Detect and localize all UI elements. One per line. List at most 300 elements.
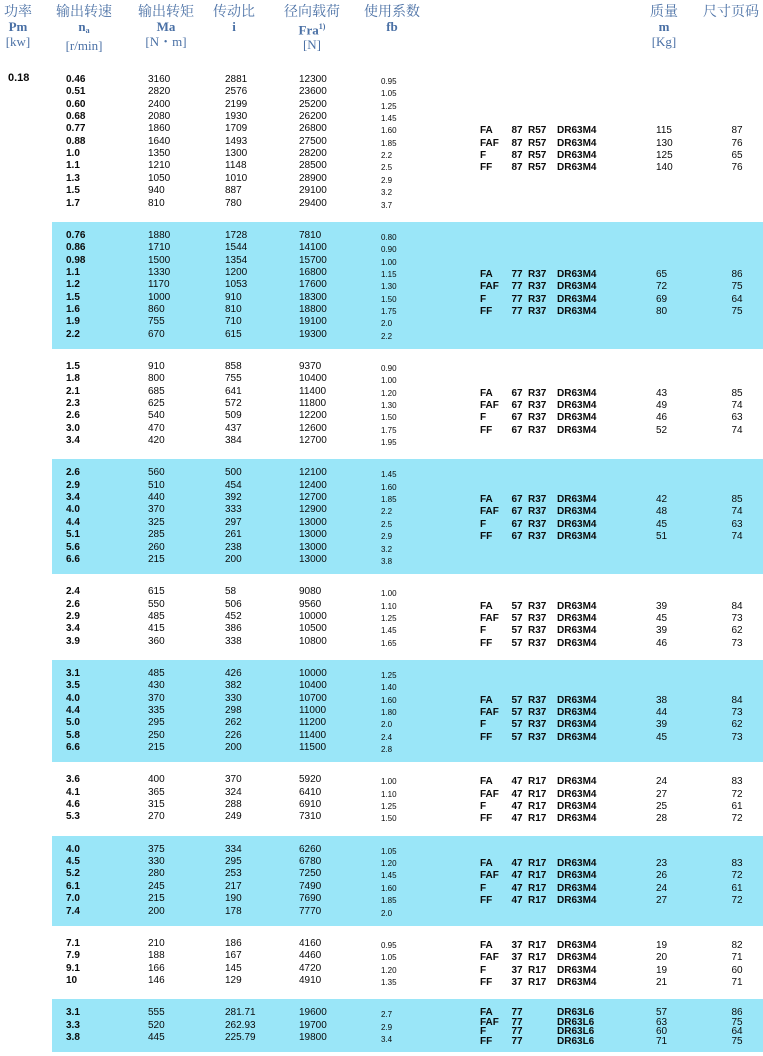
radial-load-cell: 6910 <box>299 799 322 811</box>
type-cell: FAF <box>480 400 499 412</box>
torque-cell: 1500 <box>148 254 171 266</box>
motor-cell: DR63M4 <box>557 424 597 436</box>
type-cell: FA <box>480 125 493 137</box>
size-cell: 67 <box>511 494 523 506</box>
speed-cell: 7.4 <box>66 905 80 917</box>
radial-load-cell: 18800 <box>299 303 327 315</box>
type-cell: FA <box>480 387 493 399</box>
size-cell: 47 <box>511 776 523 788</box>
factor-cell: 2.2 <box>381 507 393 517</box>
radial-load-cell: 13000 <box>299 541 327 553</box>
page-cell: 75 <box>731 1016 743 1028</box>
radial-load-cell: 12200 <box>299 410 327 422</box>
size-cell: 57 <box>511 719 523 731</box>
radial-load-cell: 6410 <box>299 786 322 798</box>
torque-cell: 2820 <box>148 86 171 98</box>
page-cell: 86 <box>731 268 743 280</box>
motor-cell: DR63M4 <box>557 625 597 637</box>
type-cell: FAF <box>480 788 499 800</box>
ratio-cell: 145 <box>225 962 242 974</box>
ratio-cell: 1148 <box>225 160 247 172</box>
torque-cell: 210 <box>148 937 165 949</box>
header-power-unit: [kw] <box>5 34 31 49</box>
header-speed-unit: [r/min] <box>65 38 103 53</box>
type-cell: FF <box>480 895 493 907</box>
radial-load-cell: 19300 <box>299 328 327 340</box>
mass-cell: 43 <box>656 387 668 399</box>
mass-cell: 52 <box>656 424 668 436</box>
speed-cell: 4.4 <box>66 705 80 717</box>
speed-cell: 7.9 <box>66 950 80 962</box>
radial-load-cell: 7250 <box>299 868 322 880</box>
radial-load-cell: 29100 <box>299 185 327 197</box>
factor-cell: 1.25 <box>381 670 397 680</box>
radial-load-cell: 12700 <box>299 492 327 504</box>
motor-cell: DR63M4 <box>557 895 597 907</box>
page-cell: 73 <box>731 637 743 649</box>
speed-cell: 3.4 <box>66 623 80 635</box>
gear-cell: R17 <box>528 882 547 894</box>
factor-cell: 1.20 <box>381 965 397 975</box>
type-cell: FF <box>480 813 493 825</box>
ratio-cell: 58 <box>225 586 237 598</box>
factor-cell: 1.40 <box>381 683 397 693</box>
motor-cell: DR63M4 <box>557 882 597 894</box>
gear-cell: R37 <box>528 268 547 280</box>
radial-load-cell: 6260 <box>299 843 322 855</box>
factor-cell: 1.00 <box>381 777 397 787</box>
speed-cell: 4.0 <box>66 692 80 704</box>
mass-cell: 65 <box>656 268 668 280</box>
speed-cell: 0.76 <box>66 229 86 241</box>
radial-load-cell: 10000 <box>299 667 327 679</box>
radial-load-cell: 12600 <box>299 422 327 434</box>
gear-cell: R37 <box>528 293 547 305</box>
size-cell: 57 <box>511 694 523 706</box>
motor-cell: DR63M4 <box>557 305 597 317</box>
header-speed-symbol-sub: a <box>85 26 90 35</box>
type-cell: FF <box>480 162 493 174</box>
page-cell: 65 <box>731 150 743 162</box>
radial-load-cell: 10400 <box>299 373 327 385</box>
radial-load-cell: 11000 <box>299 705 327 717</box>
torque-cell: 755 <box>148 316 165 328</box>
ratio-cell: 217 <box>225 880 242 892</box>
radial-load-cell: 7310 <box>299 811 322 823</box>
torque-cell: 285 <box>148 529 165 541</box>
speed-cell: 3.5 <box>66 680 80 692</box>
type-cell: FAF <box>480 281 499 293</box>
size-cell: 47 <box>511 895 523 907</box>
mass-cell: 125 <box>656 150 673 162</box>
motor-cell: DR63M4 <box>557 612 597 624</box>
factor-cell: 1.60 <box>381 695 397 705</box>
speed-cell: 6.6 <box>66 553 80 565</box>
speed-cell: 5.3 <box>66 811 80 823</box>
ratio-cell: 810 <box>225 303 242 315</box>
motor-cell: DR63M4 <box>557 150 597 162</box>
table-header <box>0 0 763 62</box>
ratio-cell: 1053 <box>225 279 248 291</box>
speed-cell: 1.7 <box>66 197 80 209</box>
type-cell: FA <box>480 776 493 788</box>
factor-cell: 2.0 <box>381 908 393 918</box>
row-group <box>52 66 763 218</box>
size-cell: 37 <box>511 964 523 976</box>
mass-cell: 26 <box>656 870 668 882</box>
mass-cell: 69 <box>656 293 668 305</box>
factor-cell: 1.75 <box>381 425 397 435</box>
motor-cell: DR63M4 <box>557 137 597 149</box>
type-cell: FF <box>480 976 493 988</box>
speed-cell: 1.0 <box>66 148 80 160</box>
gear-cell: R37 <box>528 600 547 612</box>
page-cell: 61 <box>731 882 743 894</box>
torque-cell: 485 <box>148 610 165 622</box>
factor-cell: 1.45 <box>381 626 397 636</box>
header-torque-unit: [N・m] <box>145 34 187 49</box>
size-cell: 77 <box>511 1016 523 1028</box>
factor-cell: 1.50 <box>381 413 397 423</box>
motor-cell: DR63L6 <box>557 1035 595 1047</box>
size-cell: 57 <box>511 625 523 637</box>
torque-cell: 1210 <box>148 160 171 172</box>
header-speed-symbol-main: n <box>78 19 86 34</box>
mass-cell: 49 <box>656 400 668 412</box>
torque-cell: 270 <box>148 811 165 823</box>
type-cell: F <box>480 412 487 424</box>
radial-load-cell: 12700 <box>299 435 327 447</box>
torque-cell: 330 <box>148 856 165 868</box>
speed-cell: 0.60 <box>66 98 86 110</box>
speed-cell: 1.9 <box>66 316 80 328</box>
ratio-cell: 1930 <box>225 111 248 123</box>
header-power <box>0 3 36 49</box>
factor-cell: 1.30 <box>381 401 397 411</box>
speed-cell: 4.0 <box>66 504 80 516</box>
page-cell: 87 <box>731 125 743 137</box>
speed-cell: 9.1 <box>66 962 80 974</box>
ratio-cell: 338 <box>225 635 242 647</box>
torque-cell: 1050 <box>148 172 171 184</box>
gear-cell: R37 <box>528 305 547 317</box>
size-cell: 47 <box>511 801 523 813</box>
mass-cell: 42 <box>656 494 668 506</box>
header-mass-label: 质量 <box>650 3 678 19</box>
factor-cell: 1.85 <box>381 495 397 505</box>
header-mass-symbol: m <box>658 19 670 34</box>
header-factor <box>360 3 424 34</box>
radial-load-cell: 9370 <box>299 360 322 372</box>
speed-cell: 3.8 <box>66 1031 80 1043</box>
speed-cell: 2.6 <box>66 467 80 479</box>
mass-cell: 80 <box>656 305 668 317</box>
speed-cell: 1.5 <box>66 291 80 303</box>
speed-cell: 4.0 <box>66 843 80 855</box>
page-cell: 74 <box>731 424 743 436</box>
mass-cell: 72 <box>656 281 668 293</box>
header-ratio-label: 传动比 <box>213 3 255 19</box>
type-cell: FAF <box>480 1016 499 1028</box>
speed-cell: 3.1 <box>66 1007 80 1019</box>
speed-cell: 0.51 <box>66 86 86 98</box>
factor-cell: 1.05 <box>381 846 397 856</box>
motor-cell: DR63M4 <box>557 412 597 424</box>
header-torque <box>134 3 198 49</box>
motor-cell: DR63M4 <box>557 281 597 293</box>
gear-cell: R17 <box>528 858 547 870</box>
page-cell: 64 <box>731 293 743 305</box>
radial-load-cell: 4460 <box>299 950 322 962</box>
ratio-cell: 281.71 <box>225 1007 256 1019</box>
header-power-label: 功率 <box>4 3 32 19</box>
mass-cell: 19 <box>656 964 668 976</box>
factor-cell: 0.90 <box>381 363 397 373</box>
ratio-cell: 1010 <box>225 172 248 184</box>
speed-cell: 3.6 <box>66 774 80 786</box>
radial-load-cell: 14100 <box>299 242 327 254</box>
ratio-cell: 334 <box>225 843 242 855</box>
ratio-cell: 572 <box>225 398 242 410</box>
factor-cell: 2.9 <box>381 1022 393 1032</box>
radial-load-cell: 15700 <box>299 254 327 266</box>
mass-cell: 63 <box>656 1016 668 1028</box>
motor-cell: DR63M4 <box>557 293 597 305</box>
size-cell: 47 <box>511 870 523 882</box>
gear-cell: R57 <box>528 150 547 162</box>
gear-cell: R37 <box>528 400 547 412</box>
type-cell: FA <box>480 694 493 706</box>
row-group <box>52 930 763 995</box>
ratio-cell: 190 <box>225 893 242 905</box>
page-cell: 62 <box>731 719 743 731</box>
torque-cell: 1000 <box>148 291 171 303</box>
torque-cell: 370 <box>148 504 165 516</box>
size-cell: 77 <box>511 293 523 305</box>
gear-cell: R37 <box>528 707 547 719</box>
torque-cell: 1350 <box>148 148 171 160</box>
factor-cell: 1.05 <box>381 89 397 99</box>
factor-cell: 1.45 <box>381 871 397 881</box>
factor-cell: 0.95 <box>381 77 397 86</box>
type-cell: FF <box>480 731 493 743</box>
size-cell: 57 <box>511 637 523 649</box>
speed-cell: 1.5 <box>66 185 80 197</box>
size-cell: 87 <box>511 150 523 162</box>
ratio-cell: 615 <box>225 328 242 340</box>
size-cell: 87 <box>511 162 523 174</box>
factor-cell: 2.2 <box>381 331 393 341</box>
ratio-cell: 2199 <box>225 98 248 110</box>
ratio-cell: 437 <box>225 422 242 434</box>
mass-cell: 46 <box>656 637 668 649</box>
factor-cell: 2.5 <box>381 163 393 173</box>
factor-cell: 1.25 <box>381 802 397 812</box>
size-cell: 77 <box>511 268 523 280</box>
type-cell: FA <box>480 1007 493 1019</box>
header-speed-label: 输出转速 <box>56 3 112 19</box>
torque-cell: 1640 <box>148 135 171 147</box>
gear-cell: R57 <box>528 125 547 137</box>
type-cell: FAF <box>480 870 499 882</box>
ratio-cell: 392 <box>225 492 242 504</box>
size-cell: 37 <box>511 976 523 988</box>
radial-load-cell: 25200 <box>299 98 327 110</box>
torque-cell: 910 <box>148 360 165 372</box>
type-cell: FF <box>480 424 493 436</box>
radial-load-cell: 10000 <box>299 610 327 622</box>
torque-cell: 615 <box>148 586 165 598</box>
factor-cell: 3.4 <box>381 1034 393 1044</box>
motor-cell: DR63M4 <box>557 776 597 788</box>
size-cell: 67 <box>511 412 523 424</box>
type-cell: FA <box>480 858 493 870</box>
gear-cell: R17 <box>528 895 547 907</box>
mass-cell: 51 <box>656 531 668 543</box>
row-group <box>52 353 763 455</box>
speed-cell: 2.9 <box>66 610 80 622</box>
ratio-cell: 298 <box>225 705 242 717</box>
radial-load-cell: 11200 <box>299 717 327 729</box>
factor-cell: 1.45 <box>381 114 397 124</box>
radial-load-cell: 19700 <box>299 1019 327 1031</box>
factor-cell: 1.00 <box>381 257 397 267</box>
type-cell: F <box>480 150 487 162</box>
torque-cell: 670 <box>148 328 165 340</box>
mass-cell: 39 <box>656 719 668 731</box>
size-cell: 87 <box>511 137 523 149</box>
motor-cell: DR63M4 <box>557 531 597 543</box>
radial-load-cell: 11400 <box>299 385 327 397</box>
radial-load-cell: 10800 <box>299 635 327 647</box>
ratio-cell: 1300 <box>225 148 248 160</box>
torque-cell: 295 <box>148 717 165 729</box>
ratio-cell: 262.93 <box>225 1019 256 1031</box>
factor-cell: 3.7 <box>381 200 393 210</box>
motor-cell: DR63M4 <box>557 518 597 530</box>
factor-cell: 3.8 <box>381 556 393 566</box>
gear-cell: R37 <box>528 494 547 506</box>
gear-cell: R37 <box>528 719 547 731</box>
torque-cell: 325 <box>148 516 165 528</box>
speed-cell: 3.3 <box>66 1019 80 1031</box>
type-cell: F <box>480 518 487 530</box>
header-torque-symbol: Ma <box>156 19 176 34</box>
torque-cell: 860 <box>148 303 165 315</box>
header-radial-symbol <box>280 19 344 37</box>
mass-cell: 39 <box>656 600 668 612</box>
radial-load-cell: 7690 <box>299 893 322 905</box>
factor-cell: 2.2 <box>381 151 393 161</box>
page-cell: 71 <box>731 976 743 988</box>
radial-load-cell: 28200 <box>299 148 327 160</box>
speed-cell: 4.1 <box>66 786 80 798</box>
type-cell: FF <box>480 1035 493 1047</box>
motor-cell: DR63L6 <box>557 1007 595 1019</box>
speed-cell: 2.3 <box>66 398 80 410</box>
torque-cell: 245 <box>148 880 165 892</box>
ratio-cell: 755 <box>225 373 242 385</box>
radial-load-cell: 12400 <box>299 479 327 491</box>
radial-load-cell: 23600 <box>299 86 327 98</box>
mass-cell: 48 <box>656 506 668 518</box>
torque-cell: 445 <box>148 1031 165 1043</box>
gear-cell: R37 <box>528 694 547 706</box>
speed-cell: 3.9 <box>66 635 80 647</box>
mass-cell: 45 <box>656 731 668 743</box>
mass-cell: 23 <box>656 858 668 870</box>
size-cell: 77 <box>511 1026 523 1038</box>
torque-cell: 1710 <box>148 242 171 254</box>
motor-cell: DR63M4 <box>557 506 597 518</box>
size-cell: 47 <box>511 882 523 894</box>
speed-cell: 7.0 <box>66 893 80 905</box>
mass-cell: 44 <box>656 707 668 719</box>
ratio-cell: 253 <box>225 868 242 880</box>
factor-cell: 2.8 <box>381 745 393 755</box>
header-ratio <box>210 3 258 34</box>
type-cell: FA <box>480 939 493 951</box>
speed-cell: 2.6 <box>66 598 80 610</box>
factor-cell: 1.25 <box>381 613 397 623</box>
header-radial-unit: [N] <box>302 37 322 53</box>
ratio-cell: 333 <box>225 504 242 516</box>
size-cell: 87 <box>511 125 523 137</box>
speed-cell: 1.1 <box>66 266 80 278</box>
torque-cell: 188 <box>148 950 165 962</box>
radial-load-cell: 12300 <box>299 74 327 85</box>
size-cell: 57 <box>511 612 523 624</box>
size-cell: 77 <box>511 305 523 317</box>
radial-load-cell: 4910 <box>299 974 322 986</box>
motor-cell: DR63M4 <box>557 719 597 731</box>
radial-load-cell: 28500 <box>299 160 327 172</box>
factor-cell: 0.80 <box>381 232 397 242</box>
radial-load-cell: 7490 <box>299 880 322 892</box>
torque-cell: 370 <box>148 692 165 704</box>
speed-cell: 5.0 <box>66 717 80 729</box>
ratio-cell: 1544 <box>225 242 248 254</box>
header-mass-unit: [Kg] <box>651 34 677 49</box>
mass-cell: 60 <box>656 1026 668 1038</box>
ratio-cell: 887 <box>225 185 242 197</box>
torque-cell: 540 <box>148 410 165 422</box>
ratio-cell: 178 <box>225 905 242 917</box>
speed-cell: 3.1 <box>66 667 80 679</box>
ratio-cell: 262 <box>225 717 242 729</box>
page-cell: 72 <box>731 788 743 800</box>
torque-cell: 215 <box>148 553 165 565</box>
factor-cell: 1.60 <box>381 126 397 136</box>
page-cell: 60 <box>731 964 743 976</box>
table-body <box>52 66 763 1056</box>
type-cell: F <box>480 882 487 894</box>
type-cell: F <box>480 1026 487 1038</box>
type-cell: F <box>480 293 487 305</box>
factor-cell: 1.20 <box>381 859 397 869</box>
torque-cell: 200 <box>148 905 165 917</box>
ratio-cell: 2576 <box>225 86 248 98</box>
page-cell: 75 <box>731 281 743 293</box>
motor-cell: DR63M4 <box>557 694 597 706</box>
factor-cell: 1.35 <box>381 977 397 987</box>
torque-cell: 940 <box>148 185 165 197</box>
gear-cell: R37 <box>528 518 547 530</box>
page-cell: 74 <box>731 400 743 412</box>
factor-cell: 3.2 <box>381 544 393 554</box>
ratio-cell: 382 <box>225 680 242 692</box>
type-cell: FA <box>480 268 493 280</box>
